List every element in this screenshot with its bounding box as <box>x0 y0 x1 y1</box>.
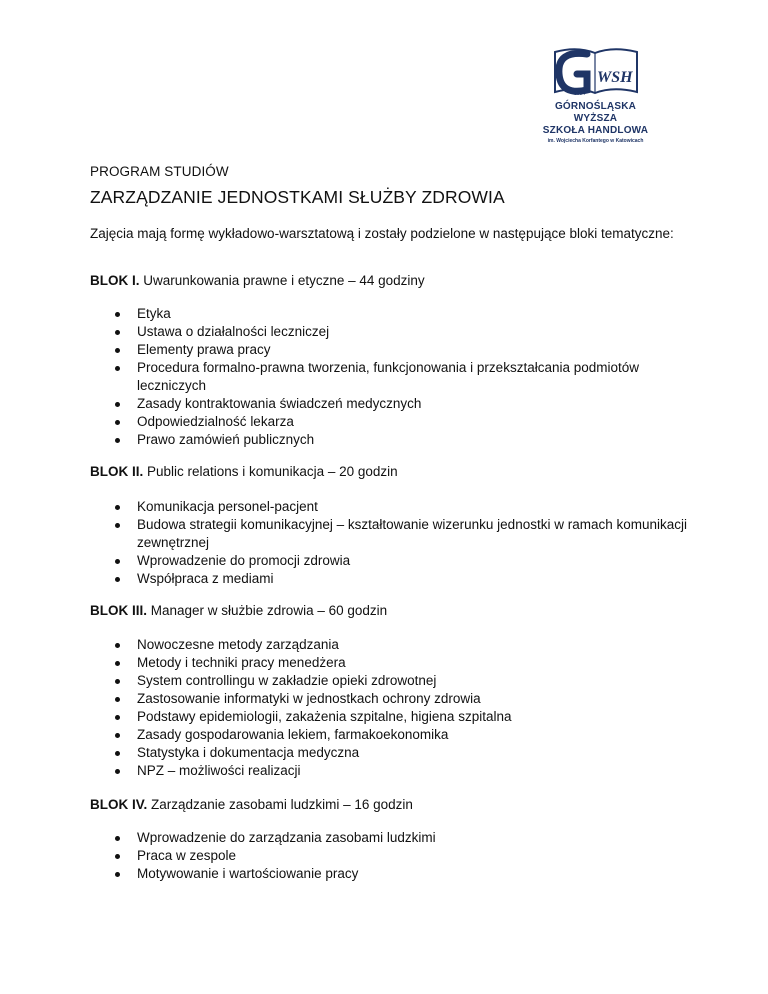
list-item <box>90 552 690 570</box>
block-2-label: BLOK II. <box>90 464 144 479</box>
block-1-title: Uwarunkowania prawne i etyczne – 44 godziny <box>139 273 425 288</box>
bullet-icon <box>115 769 120 774</box>
list-item <box>90 744 690 762</box>
svg-text:WSH: WSH <box>597 69 633 86</box>
bullet-icon <box>115 366 120 371</box>
list-item <box>90 672 690 690</box>
logo-text <box>533 101 658 145</box>
list-item <box>90 570 690 588</box>
list-item-text: Ustawa o działalności leczniczej <box>137 324 330 339</box>
gwsh-emblem-icon <box>547 44 643 100</box>
block-1-label: BLOK I. <box>90 273 140 288</box>
list-item-text: Procedura formalno-prawna tworzenia, funkcjonowania i przekształcania podmiotów leczniczych <box>137 360 640 393</box>
list-item-text: Etyka <box>137 306 171 321</box>
list-item-text: Wprowadzenie do promocji zdrowia <box>137 553 351 568</box>
bullet-icon <box>115 348 120 353</box>
list-item-text: NPZ – możliwości realizacji <box>137 763 301 778</box>
list-item-text: Odpowiedzialność lekarza <box>137 414 294 429</box>
list-item-text: Współpraca z mediami <box>137 571 274 586</box>
gwsh-logo <box>533 44 658 144</box>
list-item <box>90 726 690 744</box>
list-item-text: Zasady gospodarowania lekiem, farmakoekonomika <box>137 727 449 742</box>
list-item <box>90 323 690 341</box>
list-item <box>90 359 690 395</box>
bullet-icon <box>115 643 120 648</box>
list-item-text: Metody i techniki pracy menedżera <box>137 655 346 670</box>
list-item <box>90 847 690 865</box>
list-item-text: Budowa strategii komunikacyjnej – kształtowanie wizerunku jednostki w ramach komunikacji zewnętrznej <box>137 517 687 550</box>
list-item-text: Nowoczesne metody zarządzania <box>137 637 339 652</box>
bullet-icon <box>115 438 120 443</box>
bullet-icon <box>115 872 120 877</box>
list-item <box>90 516 690 552</box>
page-title: ZARZĄDZANIE JEDNOSTKAMI SŁUŻBY ZDROWIA <box>90 187 505 207</box>
list-item <box>90 654 690 672</box>
logo-line-1: GÓRNOŚLĄSKA WYŻSZA <box>554 101 637 124</box>
block-2-list <box>90 498 690 588</box>
bullet-icon <box>115 420 120 425</box>
bullet-icon <box>115 733 120 738</box>
list-item <box>90 636 690 654</box>
intro-paragraph: Zajęcia mają formę wykładowo-warsztatową i zostały podzielone w następujące bloki tematyczne: <box>90 226 674 241</box>
block-1-list <box>90 305 690 449</box>
bullet-icon <box>115 312 120 317</box>
bullet-icon <box>115 751 120 756</box>
list-item <box>90 708 690 726</box>
block-1-heading <box>90 273 425 288</box>
svg-text:1994: 1994 <box>574 91 586 97</box>
block-2-title: Public relations i komunikacja – 20 godzin <box>143 464 398 479</box>
bullet-icon <box>115 715 120 720</box>
list-item <box>90 829 690 847</box>
block-3-list <box>90 636 690 780</box>
list-item-text: Motywowanie i wartościowanie pracy <box>137 866 359 881</box>
bullet-icon <box>115 330 120 335</box>
list-item <box>90 395 690 413</box>
list-item-text: Zastosowanie informatyki w jednostkach ochrony zdrowia <box>137 691 481 706</box>
list-item-text: Komunikacja personel-pacjent <box>137 499 318 514</box>
list-item-text: Wprowadzenie do zarządzania zasobami ludzkimi <box>137 830 436 845</box>
list-item-text: Podstawy epidemiologii, zakażenia szpitalne, higiena szpitalna <box>137 709 512 724</box>
list-item-text: Elementy prawa pracy <box>137 342 271 357</box>
list-item-text: Prawo zamówień publicznych <box>137 432 315 447</box>
block-3-label: BLOK III. <box>90 603 147 618</box>
block-2-heading <box>90 464 398 479</box>
bullet-icon <box>115 661 120 666</box>
program-label: PROGRAM STUDIÓW <box>90 164 229 179</box>
list-item <box>90 690 690 708</box>
block-4-title: Zarządzanie zasobami ludzkimi – 16 godzin <box>147 797 413 812</box>
list-item <box>90 413 690 431</box>
bullet-icon <box>115 402 120 407</box>
bullet-icon <box>115 577 120 582</box>
bullet-icon <box>115 505 120 510</box>
list-item <box>90 865 690 883</box>
block-4-heading <box>90 797 413 812</box>
bullet-icon <box>115 697 120 702</box>
logo-line-2: SZKOŁA HANDLOWA <box>542 125 649 136</box>
block-3-title: Manager w służbie zdrowia – 60 godzin <box>147 603 388 618</box>
bullet-icon <box>115 854 120 859</box>
block-3-heading <box>90 603 387 618</box>
list-item <box>90 762 690 780</box>
bullet-icon <box>115 679 120 684</box>
list-item-text: Statystyka i dokumentacja medyczna <box>137 745 360 760</box>
list-item <box>90 431 690 449</box>
list-item <box>90 305 690 323</box>
list-item-text: System controllingu w zakładzie opieki zdrowotnej <box>137 673 437 688</box>
bullet-icon <box>115 836 120 841</box>
list-item <box>90 498 690 516</box>
list-item-text: Praca w zespole <box>137 848 237 863</box>
logo-line-3: im. Wojciecha Korfantego w Katowicach <box>547 138 644 144</box>
bullet-icon <box>115 559 120 564</box>
bullet-icon <box>115 523 120 528</box>
list-item <box>90 341 690 359</box>
block-4-label: BLOK IV. <box>90 797 148 812</box>
block-4-list <box>90 829 690 883</box>
list-item-text: Zasady kontraktowania świadczeń medycznych <box>137 396 422 411</box>
